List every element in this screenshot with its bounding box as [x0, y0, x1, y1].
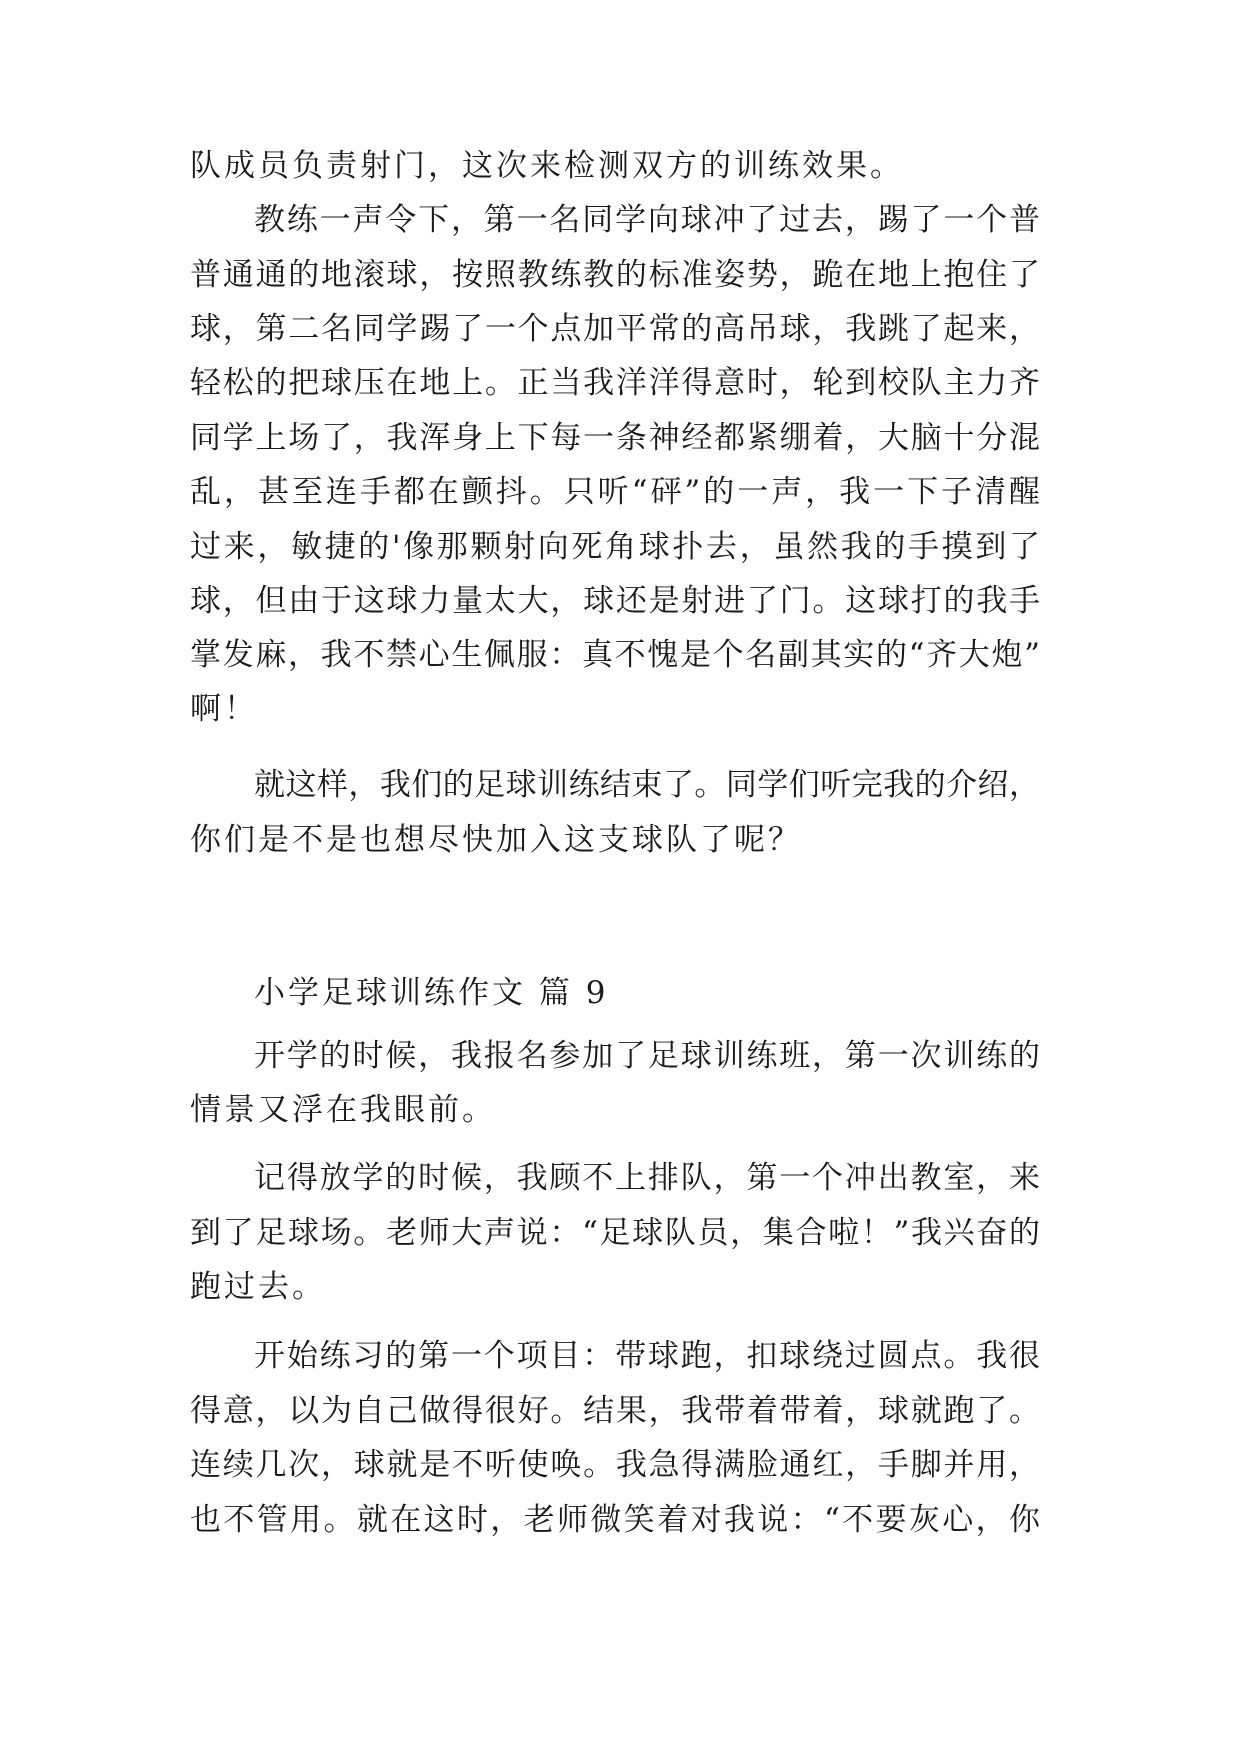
paragraph-line: 乱，甚至连手都在颤抖。只听“砰”的一声，我一下子清醒 — [190, 474, 1040, 510]
paragraph-line: 教练一声令下，第一名同学向球冲了过去，踢了一个普 — [254, 202, 1040, 238]
paragraph-line: 跑过去。 — [190, 1269, 326, 1305]
paragraph-line: 同学上场了，我浑身上下每一条神经都紧绷着，大脑十分混 — [190, 420, 1040, 456]
paragraph-line: 情景又浮在我眼前。 — [190, 1092, 496, 1128]
paragraph-line: 过来，敏捷的'像那颗射向死角球扑去，虽然我的手摸到了 — [190, 529, 1040, 565]
paragraph-line: 球，但由于这球力量太大，球还是射进了门。这球打的我手 — [190, 583, 1040, 619]
paragraph-line: 也不管用。就在这时，老师微笑着对我说：“不要灰心，你 — [190, 1502, 1040, 1538]
paragraph-line: 轻松的把球压在地上。正当我洋洋得意时，轮到校队主力齐 — [190, 365, 1040, 401]
paragraph-line: 得意，以为自己做得很好。结果，我带着带着，球就跑了。 — [190, 1393, 1040, 1429]
paragraph-line: 到了足球场。老师大声说：“足球队员，集合啦！”我兴奋的 — [190, 1215, 1040, 1251]
paragraph-line: 普通通的地滚球，按照教练教的标准姿势，跪在地上抱住了 — [190, 257, 1040, 293]
paragraph-line: 啊！ — [190, 691, 258, 727]
paragraph-line: 队成员负责射门，这次来检测双方的训练效果。 — [190, 148, 904, 184]
paragraph-line: 开学的时候，我报名参加了足球训练班，第一次训练的 — [254, 1038, 1040, 1074]
paragraph-line: 你们是不是也想尽快加入这支球队了呢？ — [190, 822, 802, 858]
paragraph-line: 开始练习的第一个项目：带球跑，扣球绕过圆点。我很 — [254, 1338, 1040, 1374]
section-heading: 小学足球训练作文 篇 9 — [254, 975, 609, 1011]
paragraph-line: 球，第二名同学踢了一个点加平常的高吊球，我跳了起来， — [190, 311, 1040, 347]
paragraph-line: 连续几次，球就是不听使唤。我急得满脸通红，手脚并用， — [190, 1447, 1040, 1483]
paragraph-line: 就这样，我们的足球训练结束了。同学们听完我的介绍， — [254, 767, 1040, 803]
paragraph-line: 记得放学的时候，我顾不上排队，第一个冲出教室，来 — [254, 1160, 1040, 1196]
paragraph-line: 掌发麻，我不禁心生佩服：真不愧是个名副其实的“齐大炮” — [190, 637, 1040, 673]
